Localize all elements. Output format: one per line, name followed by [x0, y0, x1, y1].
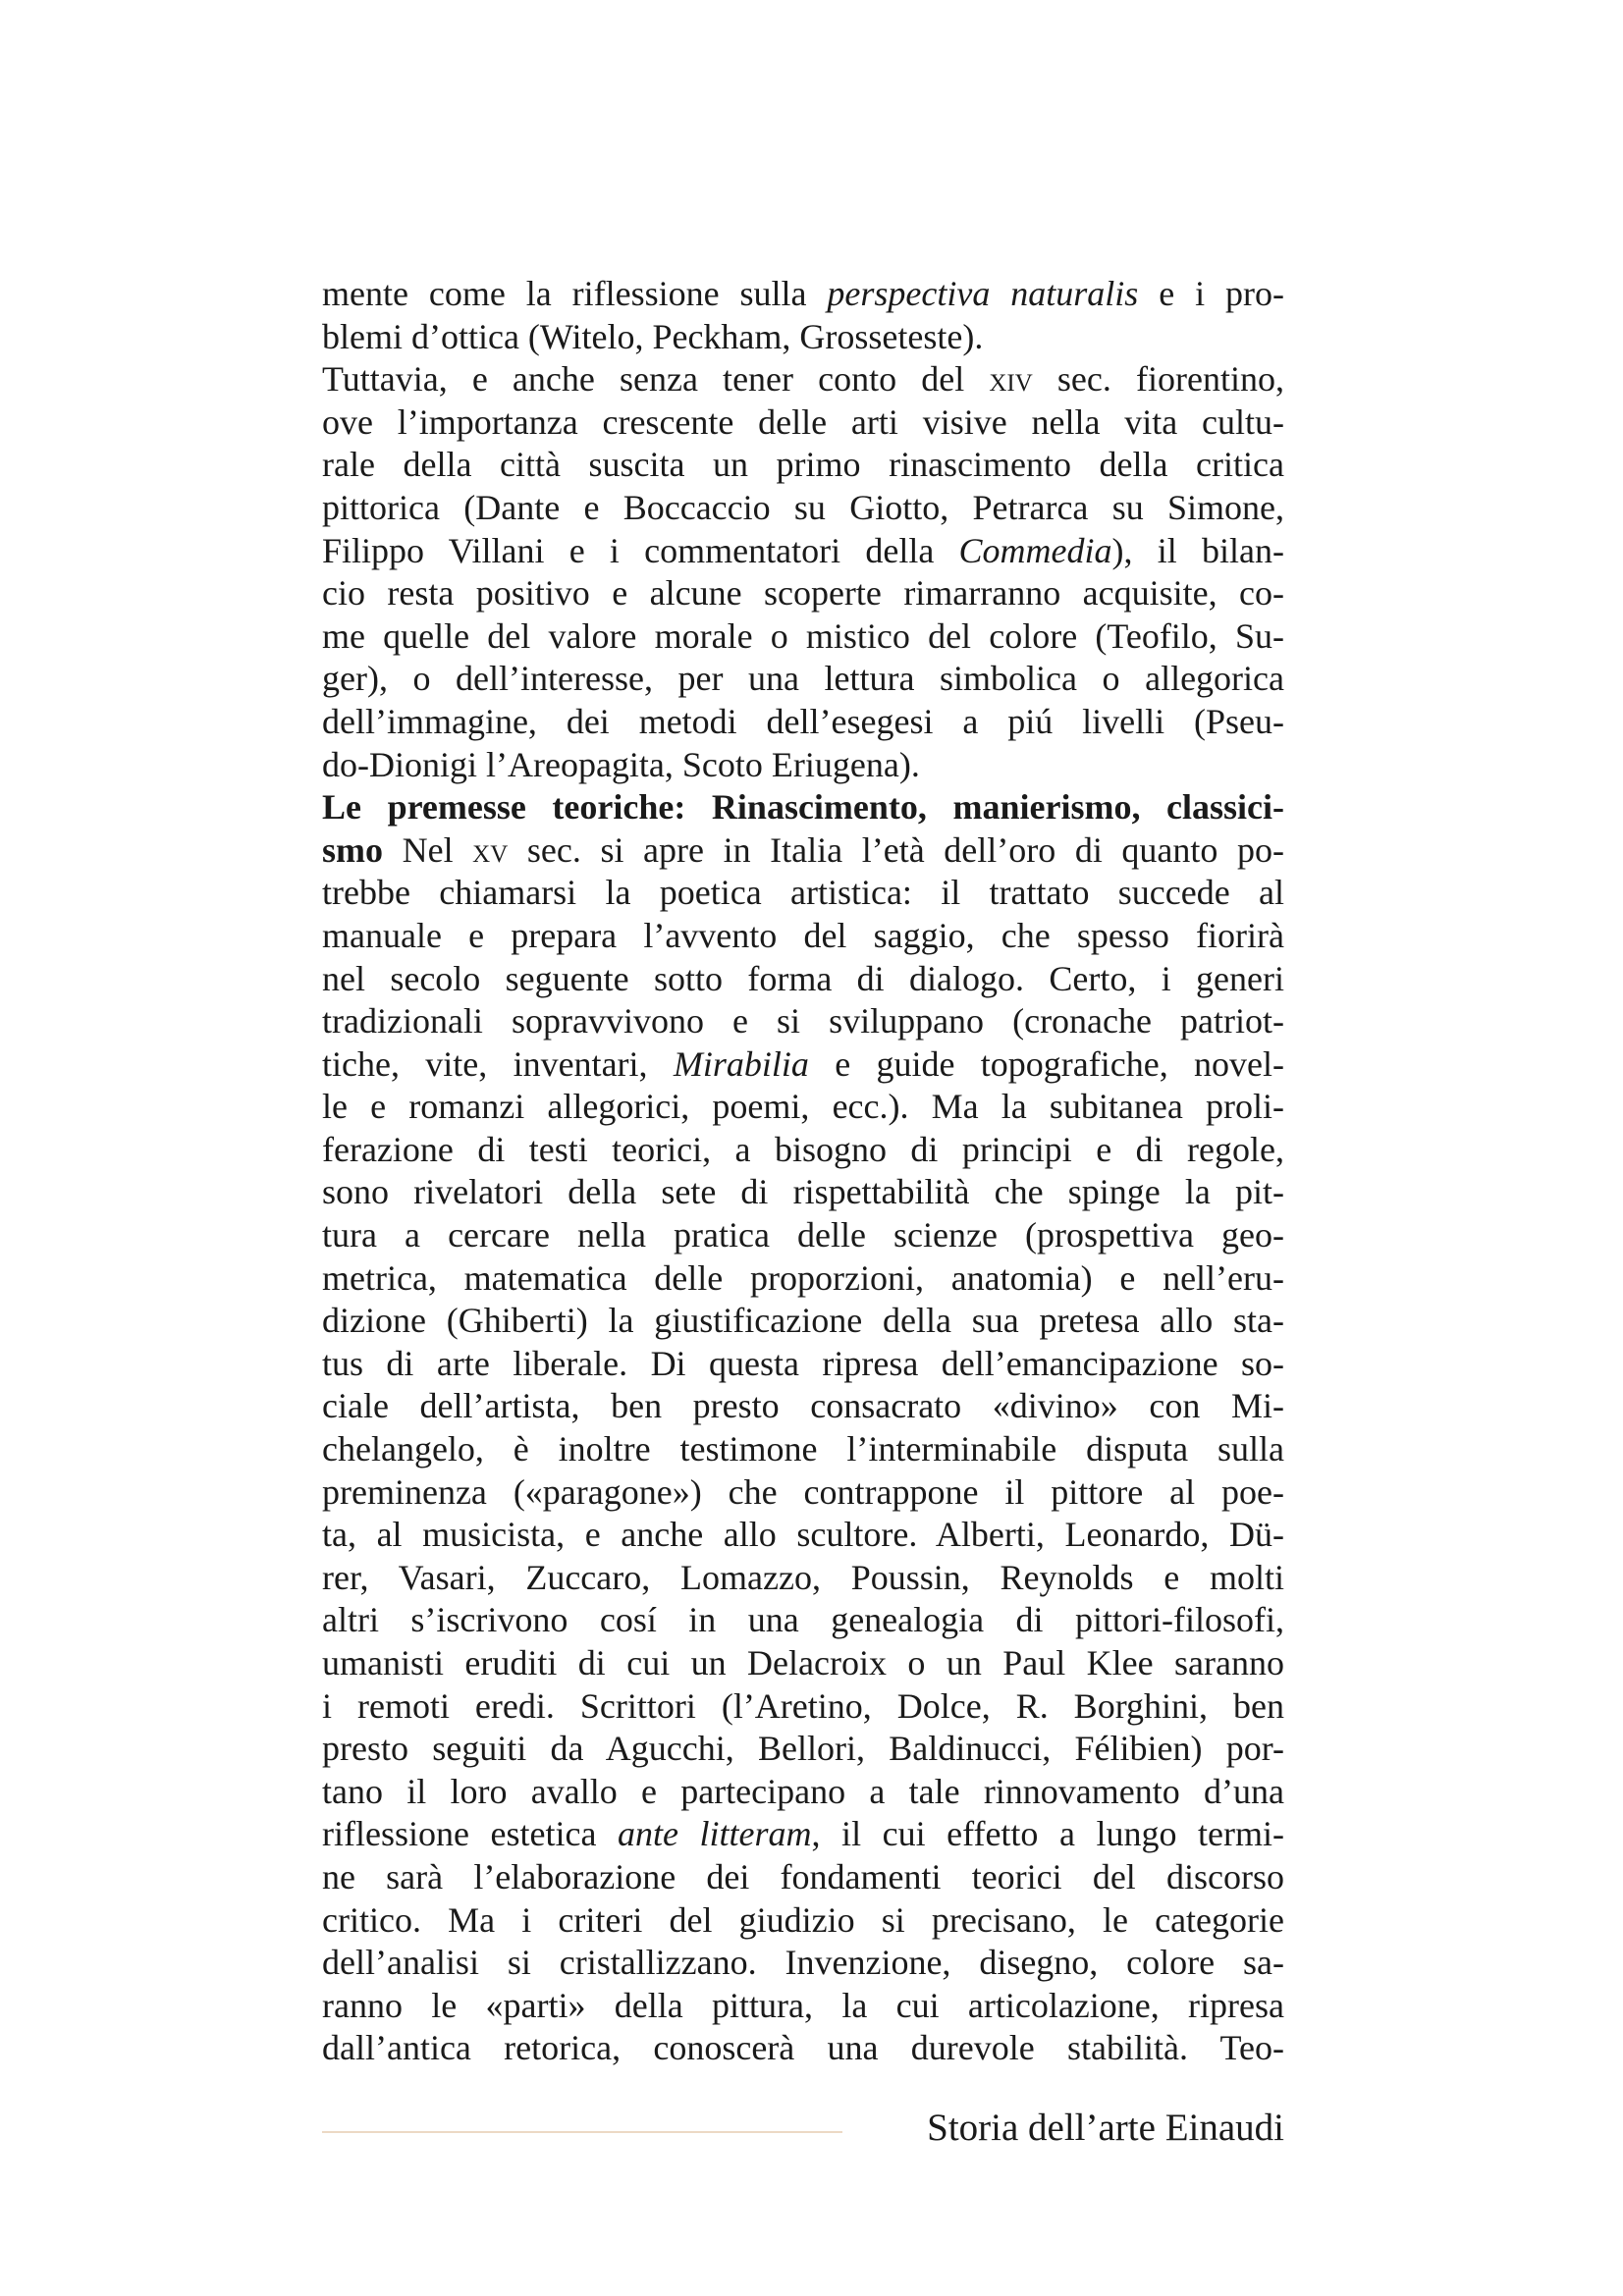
text-run: me quelle del valore morale o mistico del colore (Teofilo, Su- — [322, 615, 1284, 656]
text-line — [322, 1171, 1284, 1214]
text-line — [322, 487, 1284, 530]
text-line — [322, 2027, 1284, 2070]
text-run: dall’antica retorica, conoscerà una durevole stabilità. Teo- — [322, 2028, 1284, 2068]
text-run: tura a cercare nella pratica delle scienze (prospettiva geo- — [322, 1215, 1284, 1255]
text-run: le e romanzi allegorici, poemi, ecc.). Ma la subitanea proli- — [322, 1087, 1284, 1127]
text-line — [322, 786, 1284, 829]
text-run: rale della città suscita un primo rinascimento della critica — [322, 445, 1284, 485]
text-run: dizione (Ghiberti) la giustificazione della sua pretesa allo sta- — [322, 1301, 1284, 1341]
italic-term: perspectiva naturalis — [827, 274, 1139, 313]
text-line — [322, 701, 1284, 744]
italic-term: Commedia — [958, 530, 1112, 570]
text-run: e i pro- — [1138, 274, 1284, 313]
text-run: presto seguiti da Agucchi, Bellori, Baldinucci, Félibien) por- — [322, 1729, 1284, 1769]
text-run: ne sarà l’elaborazione dei fondamenti teorici del discorso — [322, 1856, 1284, 1896]
text-line — [322, 444, 1284, 487]
text-run: e guide topografiche, novel- — [808, 1043, 1284, 1084]
text-line — [322, 744, 1284, 787]
text-run: pittorica (Dante e Boccaccio su Giotto, Petrarca su Simone, — [322, 487, 1284, 527]
body-text — [322, 273, 1284, 2070]
text-line — [322, 1257, 1284, 1301]
text-run: ove l’importanza crescente delle arti visive nella vita cultu- — [322, 401, 1284, 442]
text-run: tradizionali sopravvivono e si sviluppano (cronache patriot- — [322, 1001, 1284, 1041]
text-run: altri s’iscrivono cosí in una genealogia di pittori-filosofi, — [322, 1600, 1284, 1640]
text-line — [322, 1385, 1284, 1428]
text-line — [322, 1214, 1284, 1257]
text-run: preminenza («paragone») che contrappone il pittore al poe- — [322, 1471, 1284, 1512]
text-line — [322, 1642, 1284, 1685]
text-line — [322, 1942, 1284, 1985]
text-line — [322, 273, 1284, 316]
text-line — [322, 1000, 1284, 1043]
footer-rule — [322, 2131, 842, 2133]
text-run: umanisti eruditi di cui un Delacroix o un Paul Klee saranno — [322, 1643, 1284, 1682]
text-line — [322, 1899, 1284, 1943]
text-line — [322, 1771, 1284, 1814]
text-run: Tuttavia, e anche senza tener conto del — [322, 359, 990, 400]
text-run: tano il loro avallo e partecipano a tale rinnovamento d’una — [322, 1771, 1284, 1811]
text-line — [322, 1856, 1284, 1899]
text-run: chelangelo, è inoltre testimone l’interminabile disputa sulla — [322, 1429, 1284, 1469]
text-run: do-Dionigi l’Areopagita, Scoto Eriugena). — [322, 744, 920, 784]
text-run: ranno le «parti» della pittura, la cui articolazione, ripresa — [322, 1985, 1284, 2025]
text-run: critico. Ma i criteri del giudizio si precisano, le categorie — [322, 1899, 1284, 1940]
text-run: ciale dell’artista, ben presto consacrato «divino» con Mi- — [322, 1386, 1284, 1426]
text-run: dell’analisi si cristallizzano. Invenzione, disegno, colore sa- — [322, 1943, 1284, 1983]
text-run: xiv — [989, 359, 1033, 400]
text-run: i remoti eredi. Scrittori (l’Aretino, Dolce, R. Borghini, ben — [322, 1685, 1284, 1726]
text-run: ), il bilan- — [1111, 530, 1284, 570]
text-line — [322, 872, 1284, 915]
text-run: rer, Vasari, Zuccaro, Lomazzo, Poussin, Reynolds e molti — [322, 1557, 1284, 1597]
section-heading: smo — [322, 829, 383, 870]
text-run: blemi d’ottica (Witelo, Peckham, Grosseteste). — [322, 316, 984, 356]
text-run: ger), o dell’interesse, per una lettura simbolica o allegorica — [322, 659, 1284, 699]
section-heading: Le premesse teoriche: Rinascimento, manierismo, classici- — [322, 787, 1284, 828]
text-run: ferazione di testi teorici, a bisogno di principi e di regole, — [322, 1129, 1284, 1169]
text-line — [322, 829, 1284, 873]
text-line — [322, 1685, 1284, 1729]
text-run: Nel — [383, 829, 473, 870]
text-line — [322, 1985, 1284, 2028]
text-line — [322, 530, 1284, 573]
text-run: tiche, vite, inventari, — [322, 1043, 674, 1084]
text-line — [322, 1300, 1284, 1343]
text-run: sec. fiorentino, — [1032, 359, 1284, 400]
text-line — [322, 1043, 1284, 1087]
text-line — [322, 615, 1284, 659]
text-run: sec. si apre in Italia l’età dell’oro di quanto po- — [508, 829, 1284, 870]
text-line — [322, 658, 1284, 701]
text-line — [322, 1471, 1284, 1515]
text-line — [322, 1343, 1284, 1386]
text-run: sono rivelatori della sete di rispettabilità che spinge la pit- — [322, 1172, 1284, 1212]
text-run: nel secolo seguente sotto forma di dialogo. Certo, i generi — [322, 958, 1284, 998]
text-run: ta, al musicista, e anche allo scultore. Alberti, Leonardo, Dü- — [322, 1515, 1284, 1555]
text-line — [322, 1557, 1284, 1600]
text-run: mente come la riflessione sulla — [322, 274, 828, 313]
italic-term: Mirabilia — [673, 1043, 809, 1084]
text-line — [322, 1129, 1284, 1172]
footer-title: Storia dell’arte Einaudi — [927, 2107, 1284, 2149]
text-run: trebbe chiamarsi la poetica artistica: il trattato succede al — [322, 873, 1284, 913]
text-run: Filippo Villani e i commentatori della — [322, 530, 959, 570]
text-line — [322, 1514, 1284, 1557]
italic-term: ante litteram — [617, 1814, 812, 1854]
text-line — [322, 1599, 1284, 1642]
text-run: tus di arte liberale. Di questa ripresa dell’emancipazione so- — [322, 1343, 1284, 1383]
text-run: cio resta positivo e alcune scoperte rimarranno acquisite, co- — [322, 573, 1284, 614]
text-line — [322, 958, 1284, 1001]
text-run: , il cui effetto a lungo termi- — [811, 1814, 1284, 1854]
text-line — [322, 401, 1284, 445]
text-line — [322, 572, 1284, 615]
text-line — [322, 915, 1284, 958]
text-line — [322, 1728, 1284, 1771]
text-line — [322, 358, 1284, 401]
text-line — [322, 316, 1284, 359]
text-run: xv — [472, 829, 509, 870]
text-run: dell’immagine, dei metodi dell’esegesi a piú livelli (Pseu- — [322, 701, 1284, 741]
text-run: riflessione estetica — [322, 1814, 618, 1854]
text-run: manuale e prepara l’avvento del saggio, che spesso fiorirà — [322, 915, 1284, 955]
text-line — [322, 1086, 1284, 1129]
text-line — [322, 1813, 1284, 1856]
text-run: metrica, matematica delle proporzioni, anatomia) e nell’eru- — [322, 1257, 1284, 1298]
text-line — [322, 1428, 1284, 1471]
